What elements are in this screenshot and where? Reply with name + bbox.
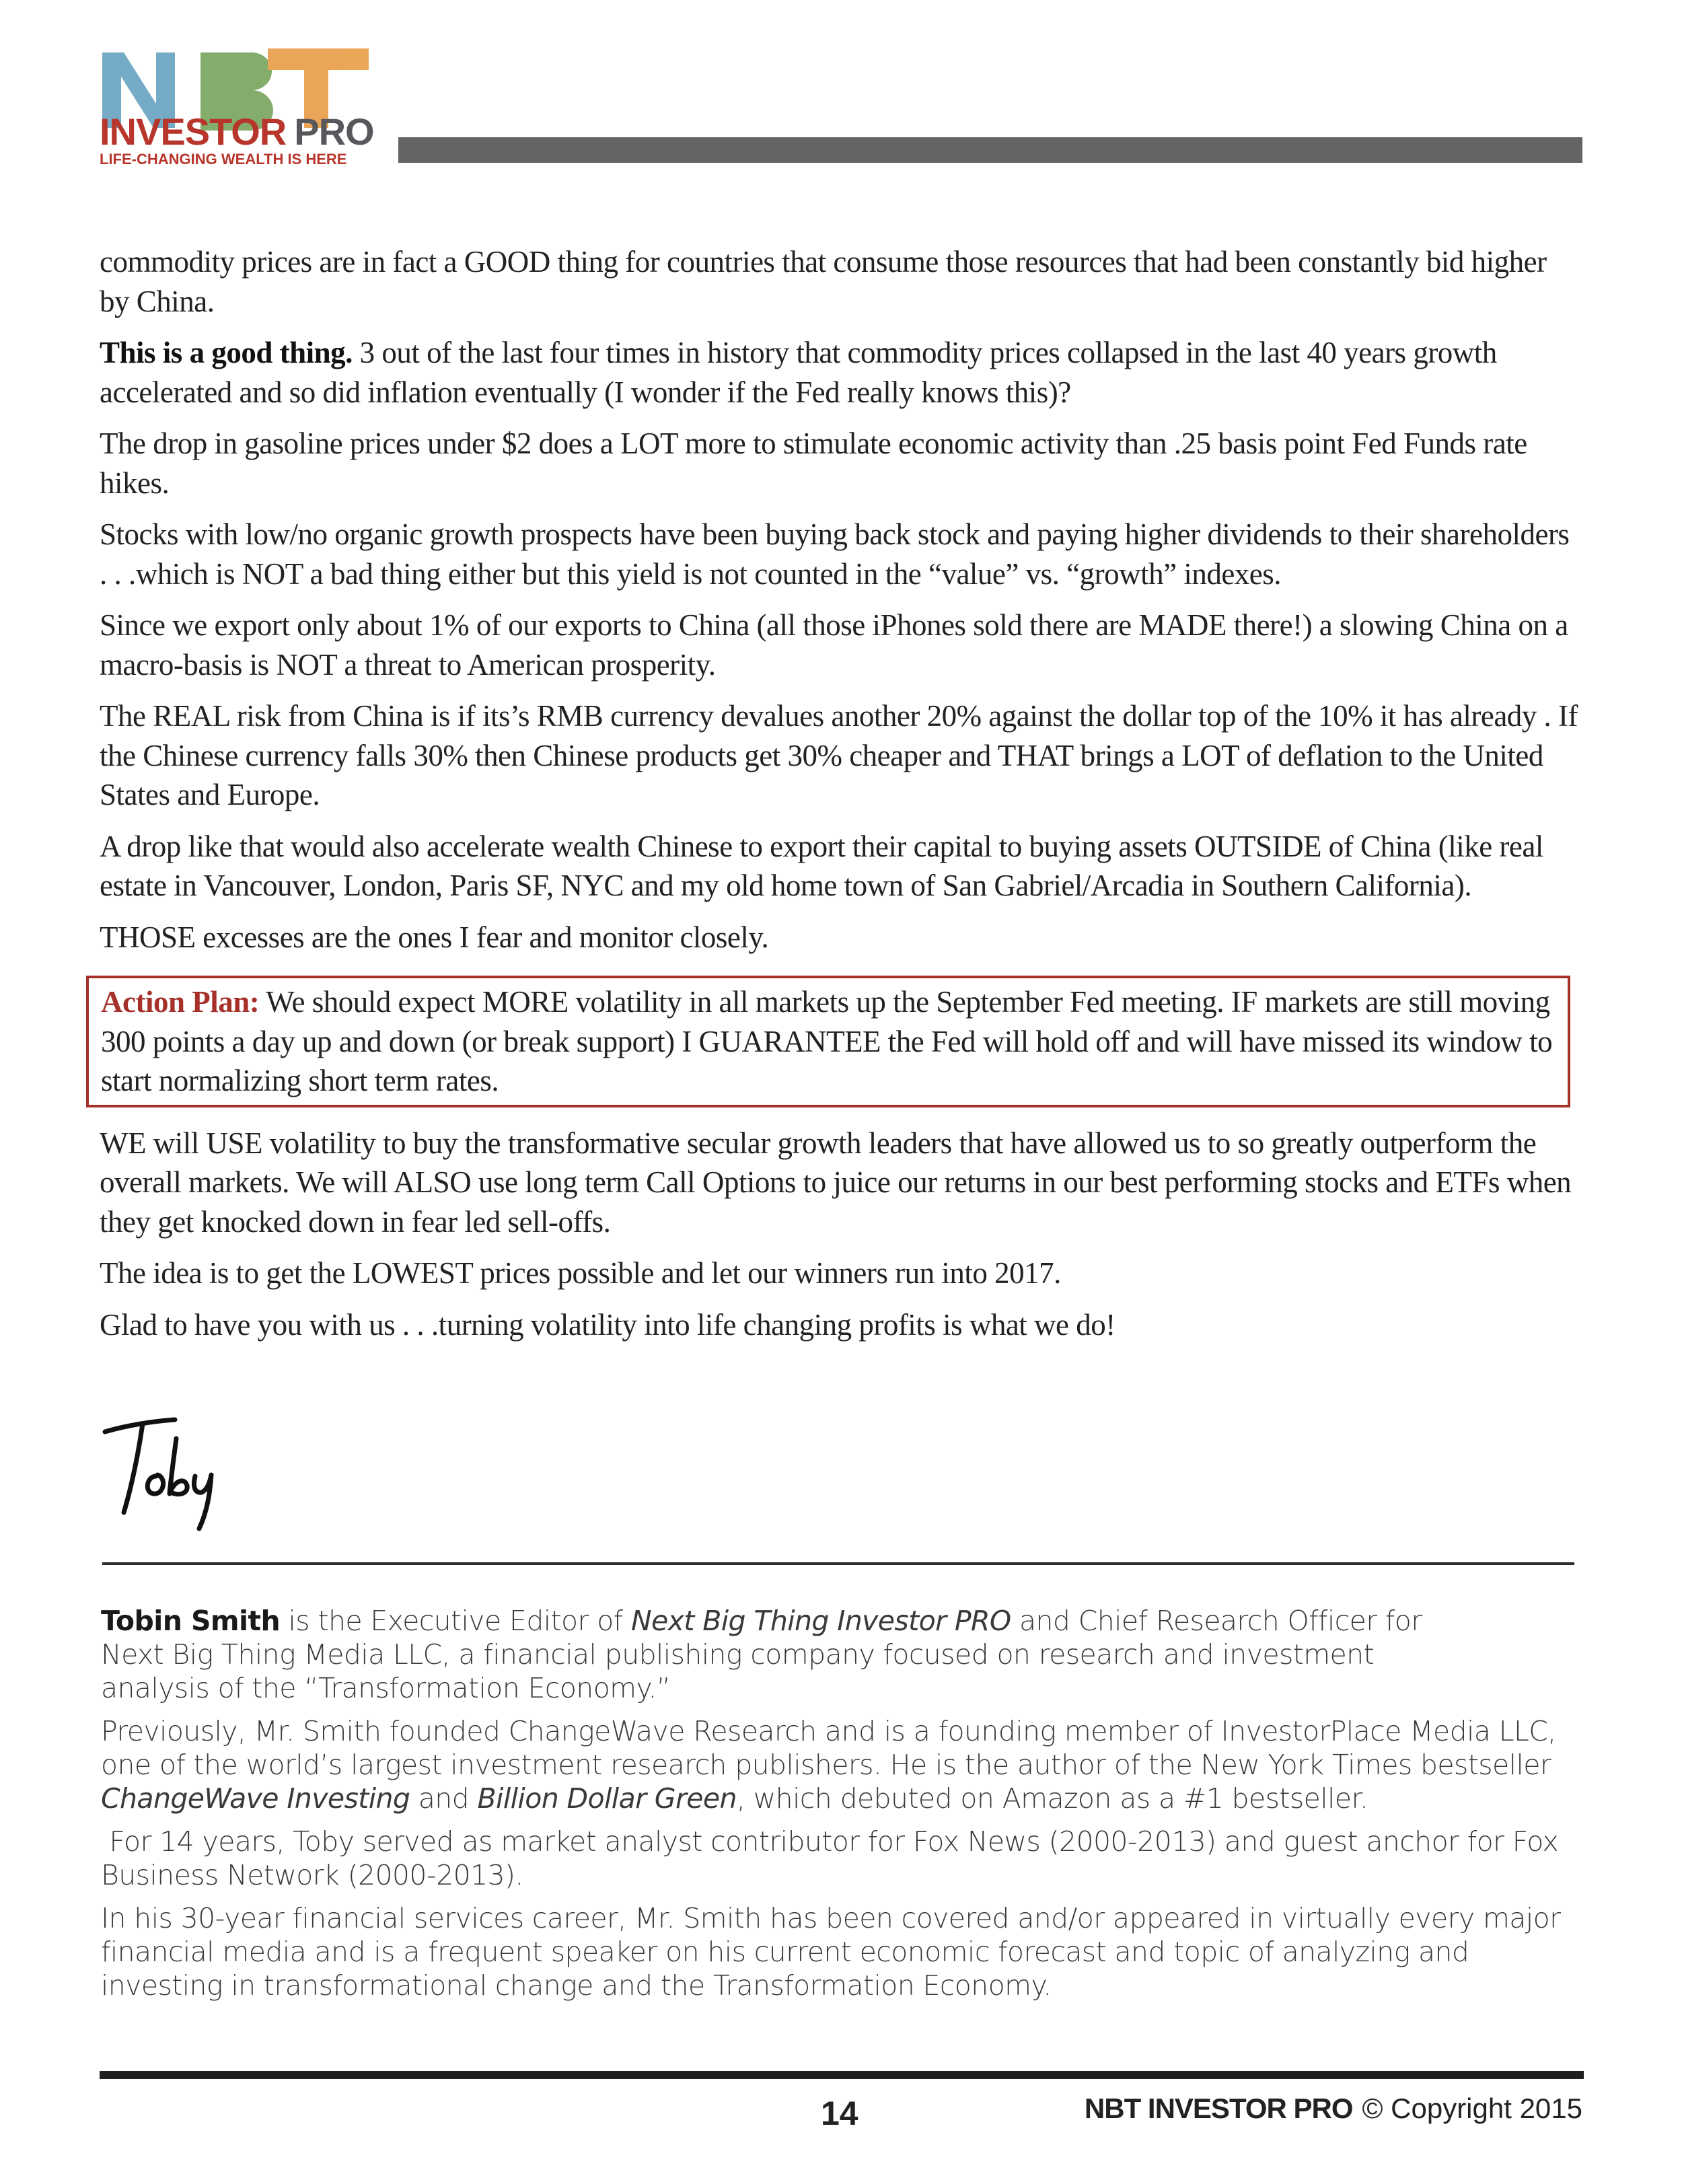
article-body [100,242,1580,1356]
paragraph: WE will USE volatility to buy the transformative secular growth leaders that have allowed us to so greatly outperform the overall markets. We will ALSO use long term Call Options to juice our returns in our best performing stocks and ETFs when they get knocked down in fear led sell-offs. [100,1126,1572,1239]
paragraph: The drop in gasoline prices under $2 does a LOT more to stimulate economic activity than .25 basis point Fed Funds rate hikes. [100,427,1527,500]
author-name: Tobin Smith [101,1605,281,1637]
logo-tagline: LIFE-CHANGING WEALTH IS HERE [100,151,347,168]
paragraph: commodity prices are in fact a GOOD thing for countries that consume those resources that had been constantly bid higher by China. [100,245,1547,318]
paragraph: A drop like that would also accelerate wealth Chinese to export their capital to buying assets OUTSIDE of China (like real estate in Vancouver, London, Paris SF, NYC and my old home town of San Gabriel/Arcadia in Southern California). [100,829,1543,902]
bio-paragraph: Previously, Mr. Smith founded ChangeWave Research and is a founding member of InvestorPlace Media LLC, one of the world’s largest investment research publishers. He is the author of the New York Times bestseller ChangeWave Investing and Billion Dollar Green, which debuted on Amazon as a #1 bestseller. [101,1715,1556,1815]
bio-paragraph: Tobin Smith is the Executive Editor of Next Big Thing Investor PRO and Chief Research Officer for Next Big Thing Media LLC, a financial publishing company focused on research and investment analysis of the “Transformation Economy.” [101,1605,1422,1704]
paragraph: The REAL risk from China is if its’s RMB currency devalues another 20% against the dollar top of the 10% it has already . If the Chinese currency falls 30% then Chinese products get 30% cheaper and THAT brings a LOT of deflation to the United States and Europe. [100,699,1578,811]
paragraph: The idea is to get the LOWEST prices possible and let our winners run into 2017. [100,1256,1061,1290]
paragraph: Since we export only about 1% of our exports to China (all those iPhones sold there are MADE there!) a slowing China on a macro-basis is NOT a threat to American prosperity. [100,608,1568,682]
author-bio [101,1604,1581,2012]
action-plan-text: Action Plan: We should expect MORE volatility in all markets up the September Fed meeting. IF markets are still moving 300 points a day up and down (or break support) I GUARANTEE the Fed will hold off and will have missed its window to start normalizing short term rates. [101,985,1553,1097]
bio-paragraph: For 14 years, Toby served as market analyst contributor for Fox News (2000-2013) and guest anchor for Fox Business Network (2000-2013). [101,1825,1559,1891]
action-plan-label: Action Plan: [101,985,260,1019]
copyright-text: © Copyright 2015 [1362,2092,1582,2124]
paragraph: This is a good thing. 3 out of the last four times in history that commodity prices collapsed in the last 40 years growth accelerated and so did inflation eventually (I wonder if the Fed really knows this)? [100,336,1497,409]
logo-wordmark: INVESTOR PRO [100,110,374,153]
signature-divider [102,1562,1574,1565]
bold-lead: This is a good thing. [100,336,353,369]
paragraph: Stocks with low/no organic growth prospects have been buying back stock and paying higher dividends to their shareholders . . .which is NOT a bad thing either but this yield is not counted in the “value” vs. “growth” indexes. [100,517,1570,591]
page-number: 14 [821,2095,858,2132]
footer-copyright [1085,2092,1582,2125]
nbt-logo [100,46,382,167]
bio-paragraph: In his 30-year financial services career, Mr. Smith has been covered and/or appeared in virtually every major financial media and is a frequent speaker on his current economic forecast and topic of analyzing and investing in transformational change and the Transformation Economy. [101,1902,1561,2002]
footer-divider-bar [100,2071,1584,2079]
paragraph: Glad to have you with us . . .turning volatility into life changing profits is what we do! [100,1307,1116,1342]
action-plan-box [86,976,1570,1107]
footer-brand-name: NBT INVESTOR PRO [1084,2092,1353,2124]
header-divider-bar [398,137,1582,163]
handwritten-signature [101,1412,235,1533]
paragraph: THOSE excesses are the ones I fear and monitor closely. [100,920,769,954]
